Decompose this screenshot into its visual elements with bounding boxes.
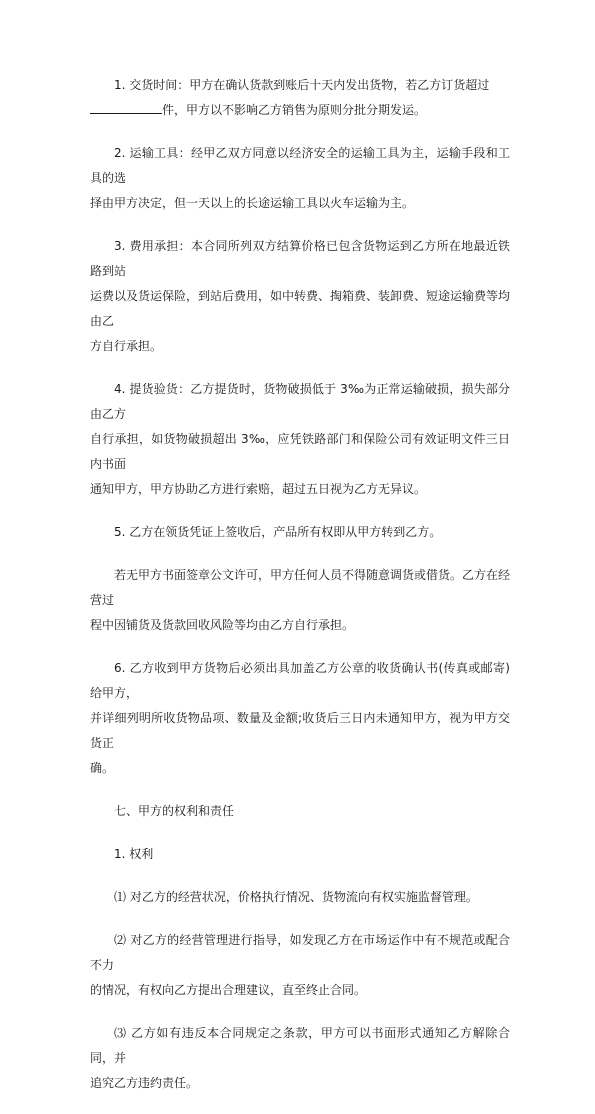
text-line: 追究乙方违约责任。 [90, 1076, 199, 1090]
text-line: 择由甲方决定，但一天以上的长途运输工具以火车运输为主。 [90, 196, 415, 210]
document-body [90, 73, 510, 1114]
fill-in-blank [90, 99, 162, 114]
text-line: 并详细列明所收货物品项、数量及金额;收货后三日内未通知甲方，视为甲方交货正 [90, 711, 510, 750]
text-line: 2. 运输工具：经甲乙双方同意以经济安全的运输工具为主，运输手段和工具的选 [90, 146, 510, 185]
text-line: 5. 乙方在领货凭证上签收后，产品所有权即从甲方转到乙方。 [114, 525, 442, 539]
text-line: 1. 交货时间：甲方在确认货款到账后十天内发出货物，若乙方订货超过 [114, 78, 490, 92]
clause-inspection [90, 377, 510, 502]
text-line: 方自行承担。 [90, 339, 163, 353]
clause-delivery-time [90, 73, 510, 123]
text-line: 确。 [90, 761, 115, 775]
text-line: ⑵ 对乙方的经营管理进行指导，如发现乙方在市场运作中有不规范或配合不力 [90, 933, 510, 972]
text-line: 的情况，有权向乙方提出合理建议，直至终止合同。 [90, 983, 367, 997]
text-line: 6. 乙方收到甲方货物后必须出具加盖乙方公章的收货确认书(传真或邮寄)给甲方， [90, 661, 510, 700]
right-item-3 [90, 1021, 510, 1096]
text-line: ⑶ 乙方如有违反本合同规定之条款，甲方可以书面形式通知乙方解除合同，并 [90, 1026, 510, 1065]
text-fragment: 件，甲方以不影响乙方销售为原则分批分期发运。 [162, 103, 427, 117]
text-line: 程中因铺货及货款回收风险等均由乙方自行承担。 [90, 618, 355, 632]
text-line: 运费以及货运保险，到站后费用，如中转费、掏箱费、装卸费、短途运输费等均由乙 [90, 289, 511, 328]
text-line: 3. 费用承担：本合同所列双方结算价格已包含货物运到乙方所在地最近铁路到站 [90, 239, 510, 278]
clause-receipt [90, 656, 510, 781]
section-heading: 七、甲方的权利和责任 [114, 804, 235, 818]
text-line: 自行承担，如货物破损超出 3‰，应凭铁路部门和保险公司有效证明文件三日内书面 [90, 432, 510, 471]
text-line: 若无甲方书面签章公文许可，甲方任何人员不得随意调货或借货。乙方在经营过 [90, 568, 511, 607]
text-line: 通知甲方，甲方协助乙方进行索赔，超过五日视为乙方无异议。 [90, 482, 427, 496]
text-line [90, 98, 510, 123]
text-line: ⑴ 对乙方的经营状况，价格执行情况、货物流向有权实施监督管理。 [114, 890, 478, 904]
clause-costs [90, 234, 510, 359]
subsection-heading: 1. 权利 [114, 847, 154, 861]
clause-ownership [90, 520, 510, 545]
text-line: 4. 提货验货：乙方提货时，货物破损低于 3‰为正常运输破损，损失部分由乙方 [90, 382, 510, 421]
right-item-1 [90, 885, 510, 910]
right-item-2 [90, 928, 510, 1003]
clause-permission [90, 563, 510, 638]
clause-transport [90, 141, 510, 216]
